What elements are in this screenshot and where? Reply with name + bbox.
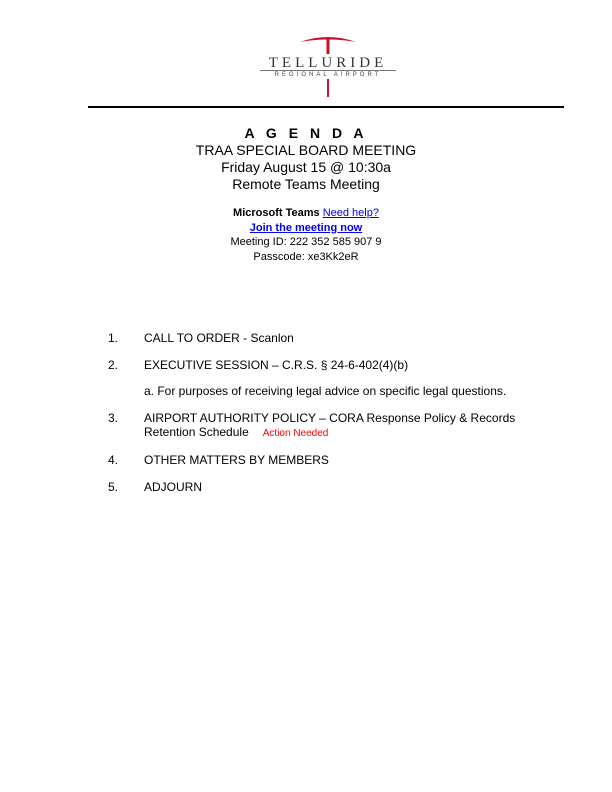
- teams-label: Microsoft Teams: [233, 207, 320, 219]
- agenda-header: [0, 125, 612, 193]
- need-help-link[interactable]: Need help?: [322, 207, 379, 219]
- teams-info: [0, 206, 612, 264]
- agenda-item-number: 1.: [108, 331, 119, 345]
- action-needed-label: Action Needed: [262, 428, 329, 439]
- agenda-item-number: 4.: [108, 453, 119, 467]
- teams-line: [0, 206, 612, 221]
- agenda-item-text: EXECUTIVE SESSION – C.R.S. § 24-6-402(4)(b): [144, 358, 409, 372]
- meeting-passcode: Passcode: xe3Kk2eR: [253, 250, 359, 263]
- join-meeting-link[interactable]: Join the meeting now: [249, 221, 363, 234]
- telluride-logo: [248, 30, 408, 100]
- meeting-date-time: Friday August 15 @ 10:30a: [221, 159, 391, 175]
- agenda-item-text: CALL TO ORDER - Scanlon: [144, 331, 294, 345]
- agenda-item-number: 5.: [108, 480, 119, 494]
- agenda-item-text: OTHER MATTERS BY MEMBERS: [144, 453, 329, 467]
- header-divider: [88, 106, 564, 108]
- agenda-title: A G E N D A: [244, 125, 368, 141]
- logo-tagline: REGIONAL AIRPORT: [274, 72, 382, 78]
- meeting-location: Remote Teams Meeting: [232, 176, 380, 192]
- agenda-item-text: ADJOURN: [144, 480, 203, 494]
- logo-wordmark: TELLURIDE: [268, 55, 388, 71]
- agenda-item-text-line1: AIRPORT AUTHORITY POLICY – CORA Response Policy & Records: [144, 411, 516, 425]
- agenda-item-number: 3.: [108, 411, 119, 425]
- agenda-item-text-block: [144, 411, 544, 441]
- meeting-id: Meeting ID: 222 352 585 907 9: [230, 236, 382, 248]
- agenda-item-text-line2: Retention Schedule: [144, 425, 249, 439]
- agenda-item-number: 2.: [108, 358, 119, 372]
- agenda-sub-item-text: a. For purposes of receiving legal advice on specific legal questions.: [144, 384, 507, 398]
- meeting-name: TRAA SPECIAL BOARD MEETING: [195, 142, 417, 158]
